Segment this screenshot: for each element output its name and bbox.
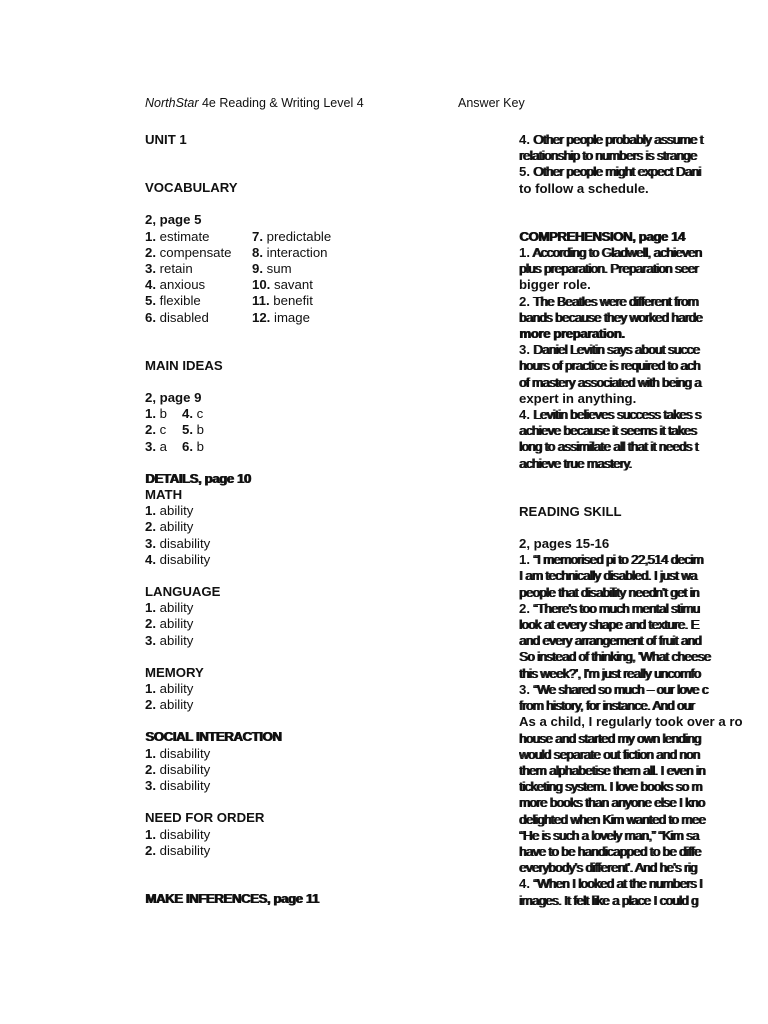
text-line: 1. According to Gladwell, achieven (519, 245, 702, 261)
text-line: “He is such a lovely man,” “Kim sa (519, 827, 699, 843)
vocabulary-list (145, 229, 375, 326)
list-item: 1. disability (145, 826, 211, 842)
text-line: 2. “There's too much mental stimu (519, 600, 700, 616)
list-item: 1. disability (145, 745, 211, 761)
main-ideas-list (145, 406, 375, 455)
right-column (519, 132, 768, 909)
language-heading: LANGUAGE (145, 584, 221, 600)
list-item: 3. ability (145, 632, 194, 648)
need-for-order-list (145, 827, 375, 859)
text-line: plus preparation. Preparation seer (519, 261, 698, 277)
text-line: more preparation. (519, 326, 625, 342)
left-column (145, 132, 375, 907)
language-list (145, 600, 375, 649)
list-item: 3. disability (145, 778, 211, 794)
list-item: 1. ability (145, 600, 194, 616)
list-item: 4. disability (145, 551, 211, 567)
unit-heading: UNIT 1 (145, 132, 187, 147)
text-line: So instead of thinking, 'What cheese (519, 649, 711, 665)
text-line: 2. The Beatles were different from (519, 293, 698, 309)
list-item: 5. flexible 11. benefit (145, 293, 313, 309)
inferences-answers (519, 132, 768, 197)
memory-list (145, 681, 375, 713)
text-line: from history, for instance. And our (519, 698, 695, 714)
text-line: people that disability needn't get in (519, 584, 699, 600)
make-inferences-heading: MAKE INFERENCES, page 11 (145, 890, 319, 906)
list-item: 1. b 4. c (145, 406, 204, 422)
text-line: more books than anyone else I kno (519, 795, 705, 811)
list-item: 6. disabled 12. image (145, 309, 310, 325)
text-line: relationship to numbers is strange (519, 148, 697, 164)
text-line: long to assimilate all that it needs t (519, 439, 698, 455)
text-line: I am technically disabled. I just wa (519, 568, 697, 584)
math-list (145, 503, 375, 568)
text-line: and every arrangement of fruit and (519, 633, 701, 649)
text-line: to follow a schedule. (519, 180, 649, 196)
details-heading: DETAILS, page 10 (145, 470, 251, 486)
reading-skill-answers (519, 552, 768, 908)
text-line: hours of practice is required to ach (519, 358, 700, 374)
list-item: 1. estimate 7. predictable (145, 228, 332, 244)
list-item: 2. ability (145, 519, 194, 535)
text-line: everybody's different'. And he's rig (519, 860, 697, 876)
text-line: ticketing system. I love books so m (519, 779, 702, 795)
reading-skill-heading: READING SKILL (519, 503, 622, 519)
math-heading: MATH (145, 487, 183, 503)
vocabulary-heading: VOCABULARY (145, 180, 238, 196)
social-interaction-heading: SOCIAL INTERACTION (145, 729, 282, 745)
list-item: 2. compensate 8. interaction (145, 244, 328, 260)
memory-heading: MEMORY (145, 664, 204, 680)
text-line: look at every shape and texture. E (519, 617, 699, 633)
comprehension-heading: COMPREHENSION, page 14 (519, 228, 685, 244)
text-line: 3. “We shared so much – our love c (519, 681, 708, 697)
text-line: bands because they worked harde (519, 309, 703, 325)
text-line: delighted when Kim wanted to mee (519, 811, 706, 827)
list-item: 4. anxious 10. savant (145, 277, 313, 293)
text-line: achieve true mastery. (519, 455, 632, 471)
reading-skill-subheading: 2, pages 15-16 (519, 536, 610, 552)
main-ideas-subheading: 2, page 9 (145, 390, 202, 406)
social-interaction-list (145, 746, 375, 795)
list-item: 3. a 6. b (145, 438, 204, 454)
vocabulary-subheading: 2, page 5 (145, 212, 202, 228)
list-item: 3. retain 9. sum (145, 261, 292, 277)
text-line: expert in anything. (519, 390, 637, 406)
text-line: have to be handicapped to be diffe (519, 843, 701, 859)
text-line: 3. Daniel Levitin says about succe (519, 342, 700, 358)
list-item: 1. ability (145, 503, 194, 519)
list-item: 3. disability (145, 535, 211, 551)
text-line: achieve because it seems it takes (519, 423, 697, 439)
text-line: 4. Other people probably assume t (519, 132, 703, 147)
text-line: 1. “I memorised pi to 22,514 decim (519, 552, 703, 568)
answer-key-label: Answer Key (458, 96, 525, 110)
text-line: images. It felt like a place I could g (519, 892, 698, 908)
text-line: would separate out fiction and non (519, 746, 700, 762)
list-item: 2. ability (145, 697, 194, 713)
text-line: 4. Levitin believes success takes s (519, 407, 701, 423)
text-line: As a child, I regularly took over a ro (519, 714, 743, 730)
text-line: of mastery associated with being a (519, 374, 701, 390)
list-item: 2. disability (145, 761, 211, 777)
need-for-order-heading: NEED FOR ORDER (145, 810, 265, 826)
list-item: 1. ability (145, 681, 194, 697)
text-line: them alphabetise them all. I even in (519, 762, 705, 778)
book-title: NorthStar 4e Reading & Writing Level 4 (145, 96, 364, 110)
list-item: 2. disability (145, 842, 211, 858)
list-item: 2. c 5. b (145, 422, 204, 438)
text-line: house and started my own lending (519, 730, 701, 746)
comprehension-answers (519, 245, 768, 472)
text-line: 5. Other people might expect Dani (519, 164, 701, 180)
main-ideas-heading: MAIN IDEAS (145, 357, 223, 373)
text-line: 4. “When I looked at the numbers I (519, 876, 703, 892)
list-item: 2. ability (145, 616, 194, 632)
text-line: bigger role. (519, 277, 591, 293)
text-line: this week?', I'm just really uncomfo (519, 665, 701, 681)
